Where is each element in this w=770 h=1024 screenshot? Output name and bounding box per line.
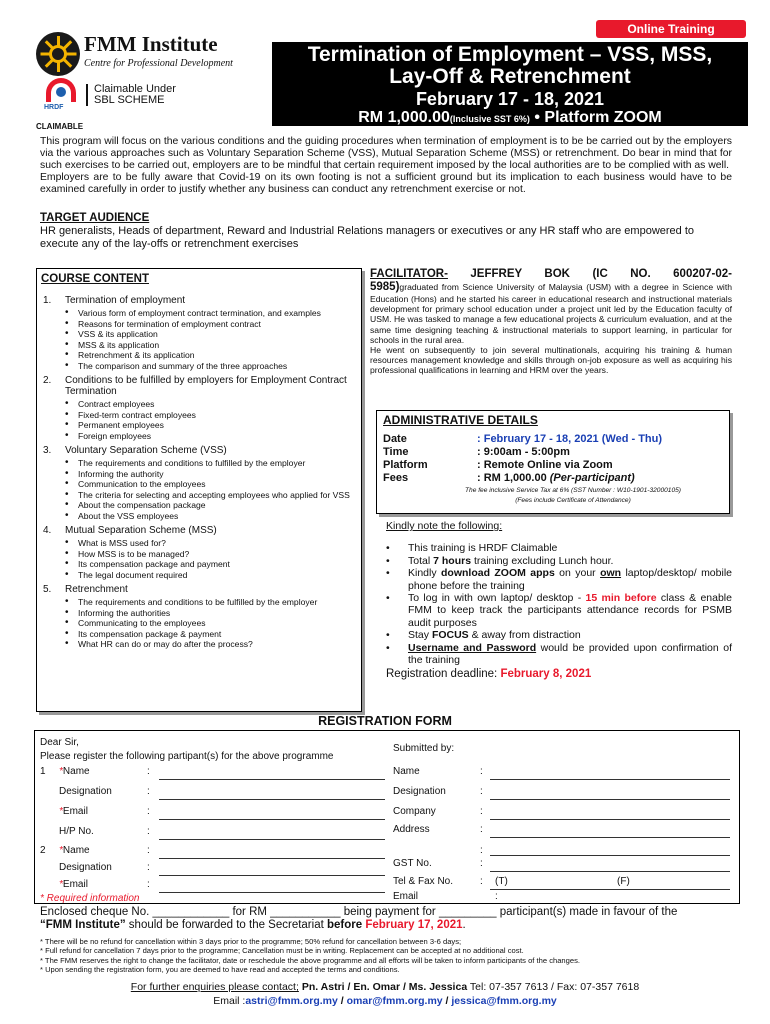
p1-hp-label: H/P No. — [59, 826, 94, 837]
tel-fax-input[interactable] — [490, 889, 730, 890]
course-module: 3. Voluntary Separation Scheme (VSS) • The requirements and conditions to fulfilled by the employer • Informing the authority • Communication to the employees • The criteria for selecting and accepting employees who applied for VSS • About the compensation package • About the VSS employees — [41, 445, 355, 521]
submitter-designation-input[interactable] — [490, 799, 730, 800]
course-title-banner — [272, 42, 748, 126]
required-info-note: * Required information — [40, 893, 140, 904]
note-item: • Stay FOCUS & away from distraction — [386, 629, 732, 641]
payment-instructions: Enclosed cheque No. ____________ for RM ___________ being payment for _________ participant(s) made in favour of the “FMM Institute” should be forwarded to the Secretariat before February 17, 2021. — [40, 906, 678, 931]
fee-note-certificate: (Fees include Certificate of Attendance) — [515, 497, 631, 504]
target-audience-text: HR generalists, Heads of department, Reward and Industrial Relations managers or executives or any HR staff who are empowered to execute any of the lay-offs or retrenchment exercises — [40, 225, 695, 250]
note-item: • Username and Password would be provided upon confirmation of the training — [386, 642, 732, 667]
terms-and-conditions: * There will be no refund for cancellation within 3 days prior to the programme; 50% refund for cancellation between 3-6 days; * Full refund for cancellation 7 days prior to the programme; Cancellation must be in writing. Replacement can be accepted at no additional cost. * The FMM reserves the right to change the facilitator, date or reschedule the above programme and all efforts will be taken to inform participants of the changes. * Upon sending the registration form, you are deemed to have read and accepted the terms and conditions. — [40, 937, 581, 975]
target-audience-heading: TARGET AUDIENCE — [40, 212, 150, 224]
form-instruction: Please register the following partipant(s) for the above programme — [40, 751, 334, 762]
fmm-emblem-icon — [36, 32, 80, 76]
note-item: • Kindly download ZOOM apps on your own laptop/desktop/ mobile phone before the training — [386, 567, 732, 592]
company-input[interactable] — [490, 819, 730, 820]
target-audience — [40, 212, 732, 251]
email-link-astri[interactable]: astri@fmm.org.my — [245, 995, 338, 1007]
submitter-name-label: Name — [393, 766, 420, 777]
p2-email-input[interactable] — [159, 892, 385, 893]
course-price: RM 1,000.00(Inclusive SST 6%) • Platform ZOOM — [358, 109, 662, 126]
registration-form: Dear Sir, Please register the following partipant(s) for the above programme Submitted by: 1 *Name : Designation : *Email : H/P No. : 2 *Name : Designation : *Email : * Required information Name : Designation : Company : Address : : GST No. : Tel & Fax No. : (T) (F) Email : — [34, 730, 740, 904]
org-tagline: Centre for Professional Development — [84, 58, 233, 69]
p1-email-label: *Email — [59, 806, 88, 817]
p2-designation-input[interactable] — [159, 875, 385, 876]
claimable-note: Claimable Under SBL SCHEME — [86, 84, 176, 106]
submitter-name-input[interactable] — [490, 779, 730, 780]
p1-hp-input[interactable] — [159, 839, 385, 840]
fax-marker: (F) — [617, 876, 630, 887]
tel-fax-label: Tel & Fax No. — [393, 876, 454, 887]
address-input-line1[interactable] — [490, 837, 730, 838]
admin-row-fees: Fees : RM 1,000.00 (Per-participant) — [383, 472, 635, 484]
participant-2-number: 2 — [40, 845, 46, 856]
registration-form-heading: REGISTRATION FORM — [318, 714, 452, 728]
intro-paragraph: This program will focus on the various conditions and the guiding procedures when termination of employment is to be be carried out by the employers via the various approaches such as Voluntary Separation Scheme (VSS), Mutual Separation Scheme (MSS) or retrenchment. Do bear in mind that for such exercises to be carried out, employers are to be mindful that certain requirement imposed by the local authorities are to be complied with as well. Employers are to be fully aware that Covid-19 on its own footing is not a sufficient ground but its implication to each business would have to be examined carefully in order to justify whether any business can conduct any retrenchment exercise or not. — [40, 136, 732, 195]
course-dates: February 17 - 18, 2021 — [415, 89, 605, 109]
kindly-note-heading: Kindly note the following: — [386, 520, 503, 532]
address-label: Address — [393, 824, 430, 835]
admin-row-time: Time : 9:00am - 5:00pm — [383, 446, 570, 458]
administrative-details — [376, 410, 730, 514]
note-item: • This training is HRDF Claimable — [386, 542, 732, 554]
submitter-designation-label: Designation — [393, 786, 446, 797]
org-name: FMM Institute — [84, 32, 218, 56]
p2-name-input[interactable] — [159, 858, 385, 859]
email-link-omar[interactable]: omar@fmm.org.my — [346, 995, 443, 1007]
facilitator-bio: FACILITATOR- JEFFREY BOK (IC NO. 600207-02-5985)graduated from Science University of Malaysia (USM) with a degree in Science with Education (Hons) and he started his career in educational research and instructional materials development for primary school education under a project unit led by the Education faculty of USM. He was tasked to manage a few educational projects & curriculum evaluation, and at the same time designing teaching & instructional materials to support learning, in particular for schools in the rural area. He went on subsequently to join several multinationals, acquiring his training & human resources management knowledge and skills through on-job exposure as well as acquiring his professional qualifications in learning and HRM over the years. — [370, 268, 732, 376]
p1-designation-input[interactable] — [159, 799, 385, 800]
company-label: Company — [393, 806, 436, 817]
p1-name-label: *Name — [59, 766, 90, 777]
online-training-badge: Online Training — [596, 20, 746, 38]
admin-row-date: Date : February 17 - 18, 2021 (Wed - Thu) — [383, 433, 663, 445]
hrdf-logo: HRDF CLAIMABLE — [36, 78, 88, 130]
contact-names: Pn. Astri / En. Omar / Ms. Jessica — [301, 981, 468, 993]
p2-name-label: *Name — [59, 845, 90, 856]
submitter-email-label: Email — [393, 891, 419, 902]
registration-deadline: Registration deadline: February 8, 2021 — [386, 668, 592, 681]
course-title-line2: Lay-Off & Retrenchment — [389, 65, 631, 88]
facilitator-name: JEFFREY BOK (IC NO. 600207-02-5985) — [370, 268, 732, 293]
facilitator-label: FACILITATOR- — [370, 268, 448, 280]
note-item: • Total 7 hours training excluding Lunch hour. — [386, 555, 732, 567]
p2-designation-label: Designation — [59, 862, 112, 873]
kindly-note — [386, 520, 732, 681]
gst-input[interactable] — [490, 871, 730, 872]
course-content-box — [36, 268, 362, 712]
contact-label: For further enquiries please contact; — [130, 981, 299, 993]
gst-label: GST No. — [393, 858, 432, 869]
participant-1-number: 1 — [40, 766, 46, 777]
p1-designation-label: Designation — [59, 786, 112, 797]
hrdf-claimable-label: CLAIMABLE — [36, 122, 84, 131]
note-item: • To log in with own laptop/ desktop - 15 min before class & enable FMM to keep track the participants attendance records for PSMB audit purposes — [386, 592, 732, 629]
admin-heading: ADMINISTRATIVE DETAILS — [383, 413, 538, 427]
course-content-heading: COURSE CONTENT — [41, 273, 149, 285]
p1-name-input[interactable] — [159, 779, 385, 780]
address-input-line2[interactable] — [490, 855, 730, 856]
course-module: 5. Retrenchment • The requirements and conditions to be fulfilled by the employer • Informing the authorities • Communicating to the employees • Its compensation package & payment • What HR can do or may do after the process? — [41, 584, 355, 650]
admin-row-platform: Platform : Remote Online via Zoom — [383, 459, 613, 471]
submitted-by-label: Submitted by: — [393, 743, 455, 754]
fee-note: The fee inclusive Service Tax at 6% (SST Number : W10-1901-32000105) — [465, 487, 681, 494]
course-title-line1: Termination of Employment – VSS, MSS, — [307, 43, 713, 66]
course-module: 4. Mutual Separation Scheme (MSS) • What is MSS used for? • How MSS is to be managed? • Its compensation package and payment • The legal document required — [41, 525, 355, 580]
contact-info: For further enquiries please contact; Pn. Astri / En. Omar / Ms. Jessica Tel: 07-357 7613 / Fax: 07-357 7618 Email :astri@fmm.org.my / omar@fmm.org.my / jessica@fmm.org.my — [130, 981, 640, 1007]
p2-email-label: *Email — [59, 879, 88, 890]
form-greeting: Dear Sir, — [40, 737, 79, 748]
course-module: 2. Conditions to be fulfilled by employers for Employment Contract Termination • Contract employees • Fixed-term contract employees • Permanent employees • Foreign employees — [41, 375, 355, 441]
email-link-jessica[interactable]: jessica@fmm.org.my — [451, 995, 557, 1007]
course-module: 1. Termination of employment • Various form of employment contract termination, and examples • Reasons for termination of employment contract • VSS & its application • MSS & its application • Retrenchment & its application • The comparison and summary of the three approaches — [41, 295, 355, 371]
p1-email-input[interactable] — [159, 819, 385, 820]
tel-marker: (T) — [495, 876, 508, 887]
